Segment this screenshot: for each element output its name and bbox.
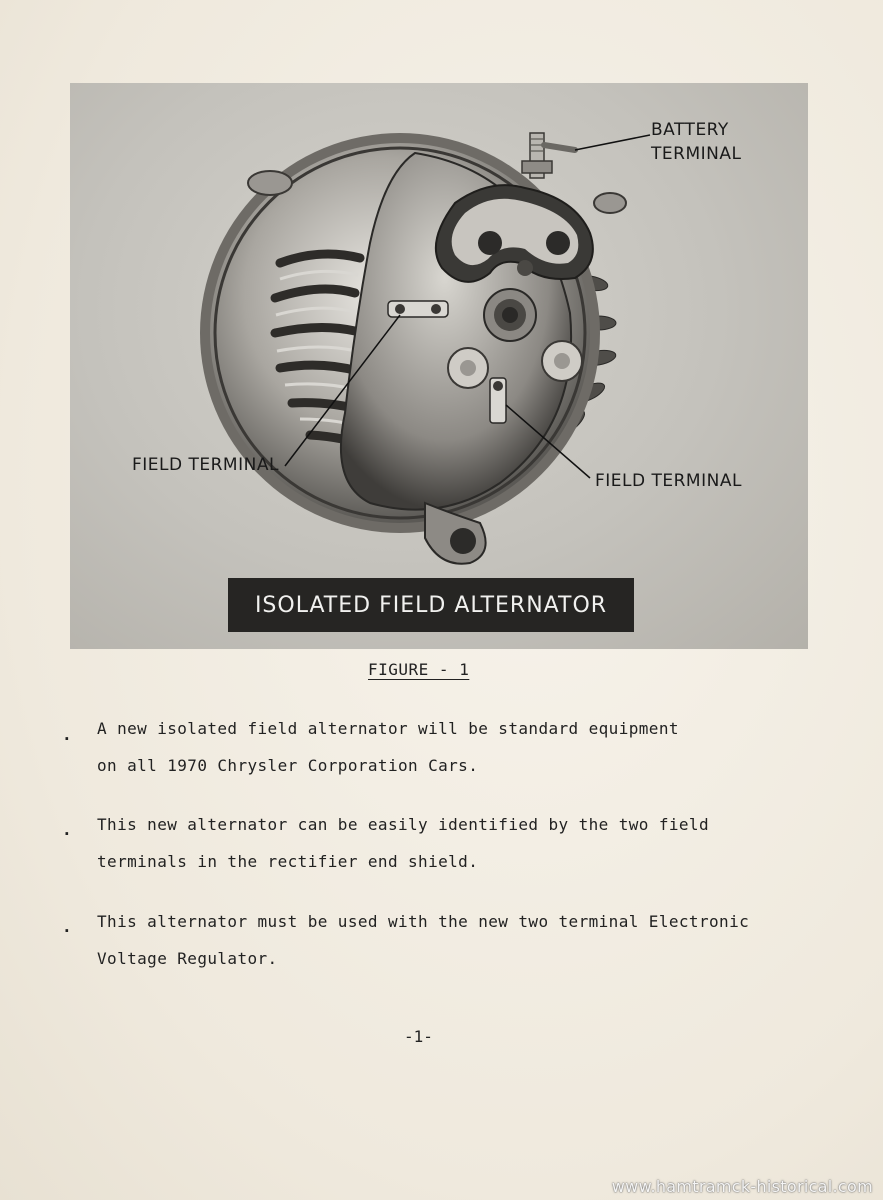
bullet-text-3-line2: Voltage Regulator. xyxy=(97,949,278,968)
battery-terminal-label-line2: TERMINAL xyxy=(651,144,742,164)
figure-caption: ISOLATED FIELD ALTERNATOR xyxy=(228,578,634,632)
alternator-photo xyxy=(70,83,808,649)
bullet-marker-2: . xyxy=(62,820,72,839)
bullet-text-3 xyxy=(97,903,837,977)
field-terminal-label-left: FIELD TERMINAL xyxy=(132,455,279,475)
bullet-text-1-line1: A new isolated field alternator will be standard equipment xyxy=(97,719,679,738)
bullet-text-2-line2: terminals in the rectifier end shield. xyxy=(97,852,479,871)
bullet-text-2 xyxy=(97,806,837,880)
alternator-illustration xyxy=(70,83,808,649)
bullet-text-1-line2: on all 1970 Chrysler Corporation Cars. xyxy=(97,756,479,775)
field-terminal-label-right: FIELD TERMINAL xyxy=(595,471,742,491)
bullet-marker-1: . xyxy=(62,725,72,744)
bullet-text-3-line1: This alternator must be used with the new two terminal Electronic xyxy=(97,912,750,931)
page-number: -1- xyxy=(404,1027,433,1046)
figure-title: FIGURE - 1 xyxy=(368,660,470,679)
watermark: www.hamtramck-historical.com xyxy=(611,1177,873,1196)
bullet-text-1 xyxy=(97,710,837,784)
bullet-marker-3: . xyxy=(62,917,72,936)
bullet-text-2-line1: This new alternator can be easily identified by the two field xyxy=(97,815,710,834)
battery-terminal-label xyxy=(651,118,741,166)
battery-terminal-label-line1: BATTERY xyxy=(651,120,729,140)
